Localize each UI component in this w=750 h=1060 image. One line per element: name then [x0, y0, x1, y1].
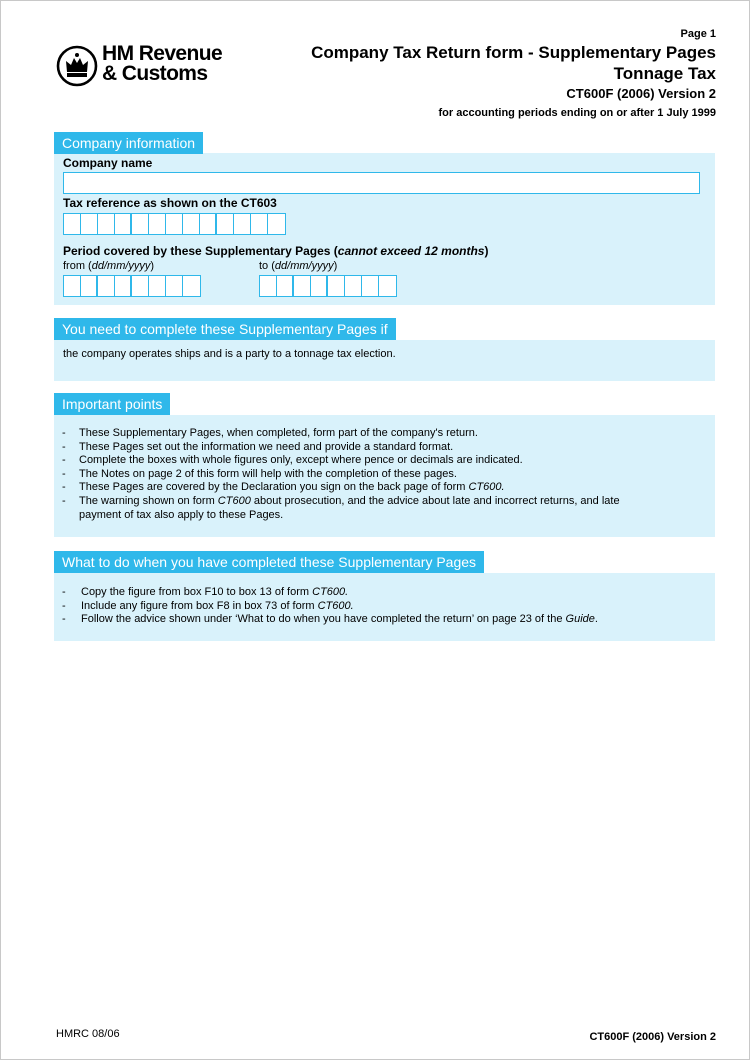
list-item: - The Notes on page 2 of this form will help with the completion of these pages.: [62, 468, 620, 482]
period-to-boxes[interactable]: [259, 275, 397, 297]
list-item: - These Pages set out the information we need and provide a standard format.: [62, 441, 620, 455]
list-item: - The warning shown on form CT600 about prosecution, and the advice about late and incorrect returns, and late payment of tax also apply to these Pages.: [62, 495, 620, 522]
important-list: [62, 427, 620, 522]
list-item: - Copy the figure from box F10 to box 13 of form CT600.: [62, 586, 598, 600]
tax-ref-label: Tax reference as shown on the CT603: [63, 196, 277, 210]
list-item: - These Pages are covered by the Declaration you sign on the back page of form CT600.: [62, 481, 620, 495]
form-subtitle: Tonnage Tax: [613, 64, 716, 83]
complete-if-panel: [54, 340, 715, 381]
complete-if-text: the company operates ships and is a party to a tonnage tax election.: [63, 348, 396, 360]
list-item: - Follow the advice shown under ‘What to do when you have completed the return’ on page 23 of the Guide.: [62, 613, 598, 627]
from-label: from (dd/mm/yyyy): [63, 260, 155, 272]
tax-ref-boxes[interactable]: [63, 213, 286, 235]
company-info-tab: Company information: [54, 132, 203, 154]
period-note: for accounting periods ending on or after 1 July 1999: [438, 107, 716, 119]
footer-right: CT600F (2006) Version 2: [589, 1031, 716, 1043]
form-title: Company Tax Return form - Supplementary Pages: [311, 43, 716, 62]
list-item: - Include any figure from box F8 in box 73 of form CT600.: [62, 600, 598, 614]
company-name-label: Company name: [63, 156, 153, 170]
form-code: CT600F (2006) Version 2: [566, 86, 716, 101]
logo-line2: & Customs: [102, 62, 208, 85]
crown-crest-icon: [56, 45, 98, 87]
footer-left: HMRC 08/06: [56, 1028, 120, 1040]
what-to-do-list: [62, 586, 598, 627]
complete-if-tab: You need to complete these Supplementary Pages if: [54, 318, 396, 340]
hmrc-logo: [56, 44, 226, 90]
logo-line1: HM Revenue: [102, 42, 223, 65]
list-item: - These Supplementary Pages, when completed, form part of the company's return.: [62, 427, 620, 441]
important-tab: Important points: [54, 393, 170, 415]
company-name-input[interactable]: [63, 172, 700, 194]
period-from-boxes[interactable]: [63, 275, 201, 297]
list-item: - Complete the boxes with whole figures only, except where pence or decimals are indicated.: [62, 454, 620, 468]
what-to-do-tab: What to do when you have completed these Supplementary Pages: [54, 551, 484, 573]
period-label: Period covered by these Supplementary Pages (cannot exceed 12 months): [63, 244, 489, 258]
page-number: Page 1: [680, 28, 716, 40]
to-label: to (dd/mm/yyyy): [259, 260, 338, 272]
